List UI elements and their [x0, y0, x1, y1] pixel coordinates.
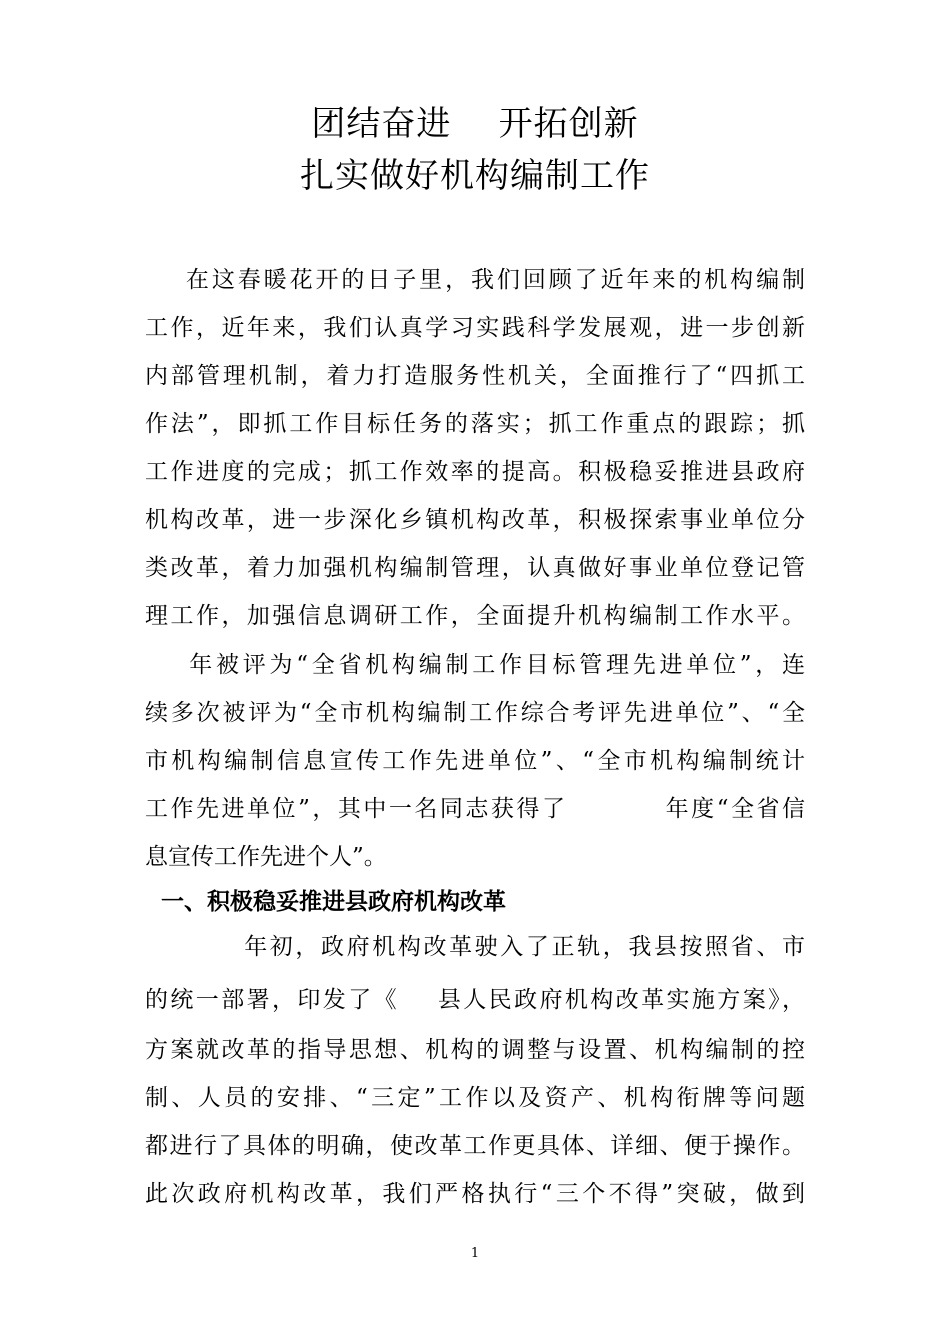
- text-line: 都进行了具体的明确，使改革工作更具体、详细、便于操作。: [145, 1133, 805, 1159]
- text-line: 此次政府机构改革，我们严格执行“三个不得”突破，做到: [145, 1181, 805, 1207]
- text-line: 年被评为“全省机构编制工作目标管理先进单位”，连: [145, 652, 805, 678]
- text-line: 机构改革，进一步深化乡镇机构改革，积极探索事业单位分: [145, 507, 805, 533]
- text-line: 工作，近年来，我们认真学习实践科学发展观，进一步创新: [145, 315, 805, 341]
- title-line-1: 团结奋进 开拓创新: [311, 104, 639, 144]
- text-line: 类改革，着力加强机构编制管理，认真做好事业单位登记管: [145, 555, 805, 581]
- text-line: 制、人员的安排、“三定”工作以及资产、机构衔牌等问题: [145, 1085, 805, 1111]
- page-number: 1: [470, 1246, 480, 1261]
- text-line: 续多次被评为“全市机构编制工作综合考评先进单位”、“全: [145, 700, 805, 726]
- text-line: 的统一部署，印发了《 县人民政府机构改革实施方案》，: [145, 987, 805, 1013]
- title-line-2: 扎实做好机构编制工作: [300, 156, 650, 196]
- text-line: 在这春暖花开的日子里，我们回顾了近年来的机构编制: [145, 267, 805, 293]
- text-line: 息宣传工作先进个人”。: [145, 844, 387, 870]
- text-line: 方案就改革的指导思想、机构的调整与设置、机构编制的控: [145, 1037, 805, 1063]
- text-line: 工作进度的完成；抓工作效率的提高。积极稳妥推进县政府: [145, 459, 805, 485]
- text-line: 工作先进单位”，其中一名同志获得了 年度“全省信: [145, 796, 805, 822]
- text-line: 作法”，即抓工作目标任务的落实；抓工作重点的跟踪；抓: [145, 411, 805, 437]
- text-line: 理工作，加强信息调研工作，全面提升机构编制工作水平。: [145, 603, 805, 629]
- text-line: 内部管理机制，着力打造服务性机关，全面推行了“四抓工: [145, 363, 805, 389]
- text-line: 年初，政府机构改革驶入了正轨，我县按照省、市: [145, 934, 805, 960]
- section-heading: 一、积极稳妥推进县政府机构改革: [145, 889, 507, 915]
- text-line: 市机构编制信息宣传工作先进单位”、“全市机构编制统计: [145, 748, 805, 774]
